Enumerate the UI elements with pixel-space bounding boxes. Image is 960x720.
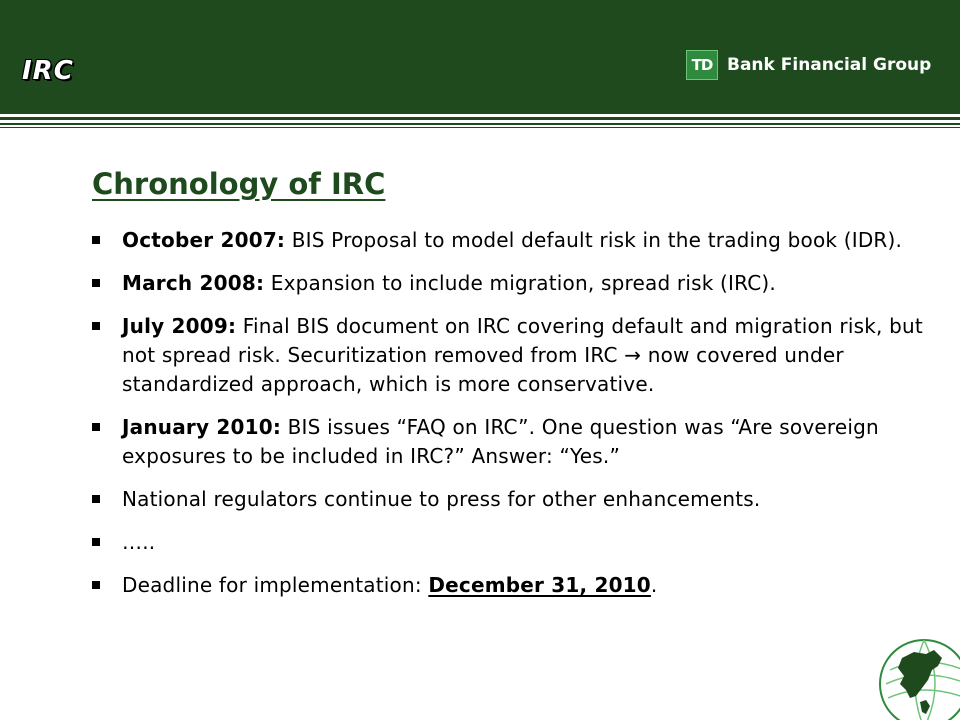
square-bullet-icon [92, 236, 100, 244]
bullet-text: BIS issues “FAQ on IRC”. One question was “Are sovereign exposures to be included in IRC?” Answer: “Yes.” [122, 415, 879, 468]
bullet-text: Expansion to include migration, spread risk (IRC). [264, 271, 776, 295]
bullet-lead: October 2007: [122, 228, 286, 252]
bullet-lead: March 2008: [122, 271, 265, 295]
bullet-tail: . [650, 573, 658, 597]
bullet-text: National regulators continue to press for other enhancements. [122, 487, 761, 511]
square-bullet-icon [92, 581, 100, 589]
square-bullet-icon [92, 538, 100, 546]
square-bullet-icon [92, 279, 100, 287]
stripe-2 [0, 123, 960, 125]
deadline-date: December 31, 2010 [428, 573, 651, 597]
bullet-item [90, 312, 940, 399]
bullet-text: BIS Proposal to model default risk in the trading book (IDR). [285, 228, 903, 252]
bullet-text: ….. [122, 530, 156, 554]
brand-name: Bank Financial Group [727, 55, 932, 75]
bullet-lead: January 2010: [122, 415, 282, 439]
bullet-text: Final BIS document on IRC covering default and migration risk, but not spread risk. Securitization removed from IRC [122, 314, 923, 367]
brand [686, 50, 931, 80]
bullet-item [90, 226, 940, 255]
square-bullet-icon [92, 423, 100, 431]
square-bullet-icon [92, 322, 100, 330]
arrow-icon: → [624, 343, 642, 367]
bullet-item [90, 413, 940, 471]
stripe-3 [0, 127, 960, 128]
header-title: IRC [22, 56, 74, 86]
stripe-1 [0, 117, 960, 120]
square-bullet-icon [92, 495, 100, 503]
bullet-item [90, 528, 940, 557]
bullet-text: Deadline for implementation: [122, 573, 429, 597]
header-stripes [0, 114, 960, 130]
bullet-item [90, 269, 940, 298]
bullet-text-continued: now covered under standardized approach, which is more conservative. [122, 343, 844, 396]
td-logo: TD [686, 50, 718, 80]
globe-icon [876, 636, 960, 720]
bullet-item [90, 485, 940, 514]
header-bar [0, 0, 960, 114]
bullet-list [90, 226, 940, 614]
slide-title: Chronology of IRC [92, 167, 386, 201]
bullet-item [90, 571, 940, 600]
bullet-lead: July 2009: [122, 314, 237, 338]
